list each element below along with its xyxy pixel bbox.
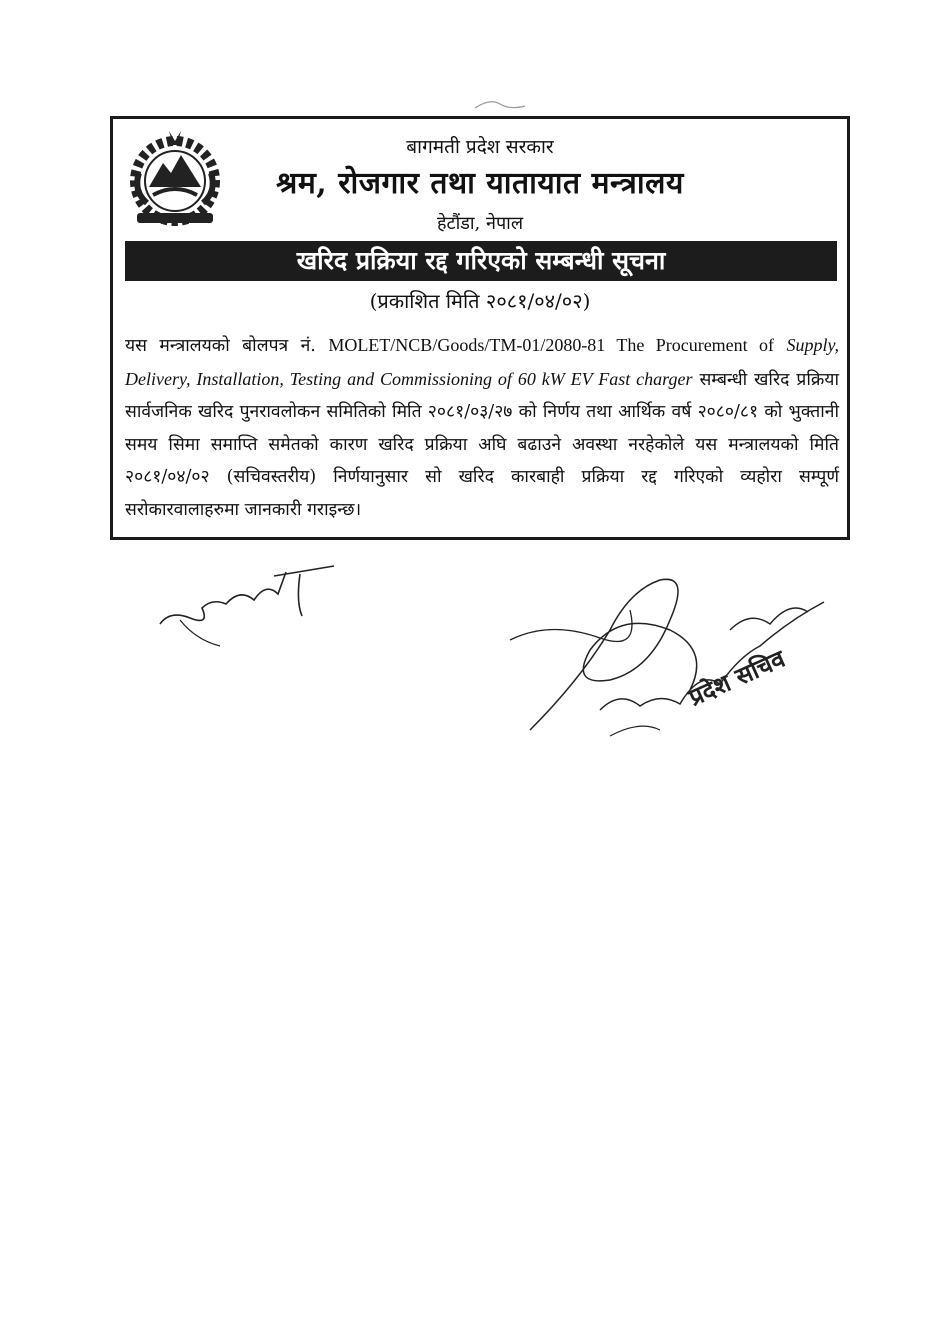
secretary-stamp: प्रदेश सचिव bbox=[684, 643, 790, 712]
published-date: (प्रकाशित मिति २०८१/०४/०२) bbox=[369, 289, 591, 313]
procurement-subject: Supply, Delivery, Installation, Testing and Commissioning of 60 kW EV Fast charger bbox=[125, 335, 839, 389]
notice-body bbox=[125, 329, 839, 526]
initials-signature bbox=[150, 552, 350, 662]
bid-number: MOLET/NCB/Goods/TM-01/2080-81 The Procurement of bbox=[328, 335, 775, 355]
scan-mark bbox=[470, 96, 530, 112]
body-text-2: सम्बन्धी खरिद प्रक्रिया सार्वजनिक खरिद पुनरावलोकन समितिको मिति २०८१/०३/२७ को निर्णय तथा आर्थिक वर्ष २०८०/८१ को भुक्तानी समय सिमा समाप्ति समेतको कारण खरिद प्रक्रिया अघि बढाउने अवस्था नरहेकोले यस मन्त्रालयको मिति २०८१/०४/०२ (सचिवस्तरीय) निर्णयानुसार सो खरिद कारबाही प्रक्रिया रद्द गरिएको व्यहोरा सम्पूर्ण सरोकारवालाहरुमा जानकारी गराइन्छ। bbox=[125, 369, 839, 520]
notice-box bbox=[110, 116, 850, 540]
notice-title: खरिद प्रक्रिया रद्द गरिएको सम्बन्धी सूचना bbox=[125, 241, 837, 281]
ministry-location: हेटौंडा, नेपाल bbox=[436, 213, 524, 234]
government-name: बागमती प्रदेश सरकार bbox=[406, 136, 554, 158]
ministry-name: श्रम, रोजगार तथा यातायात मन्त्रालय bbox=[276, 166, 684, 201]
body-text-1: यस मन्त्रालयको बोलपत्र नं. bbox=[125, 336, 316, 356]
